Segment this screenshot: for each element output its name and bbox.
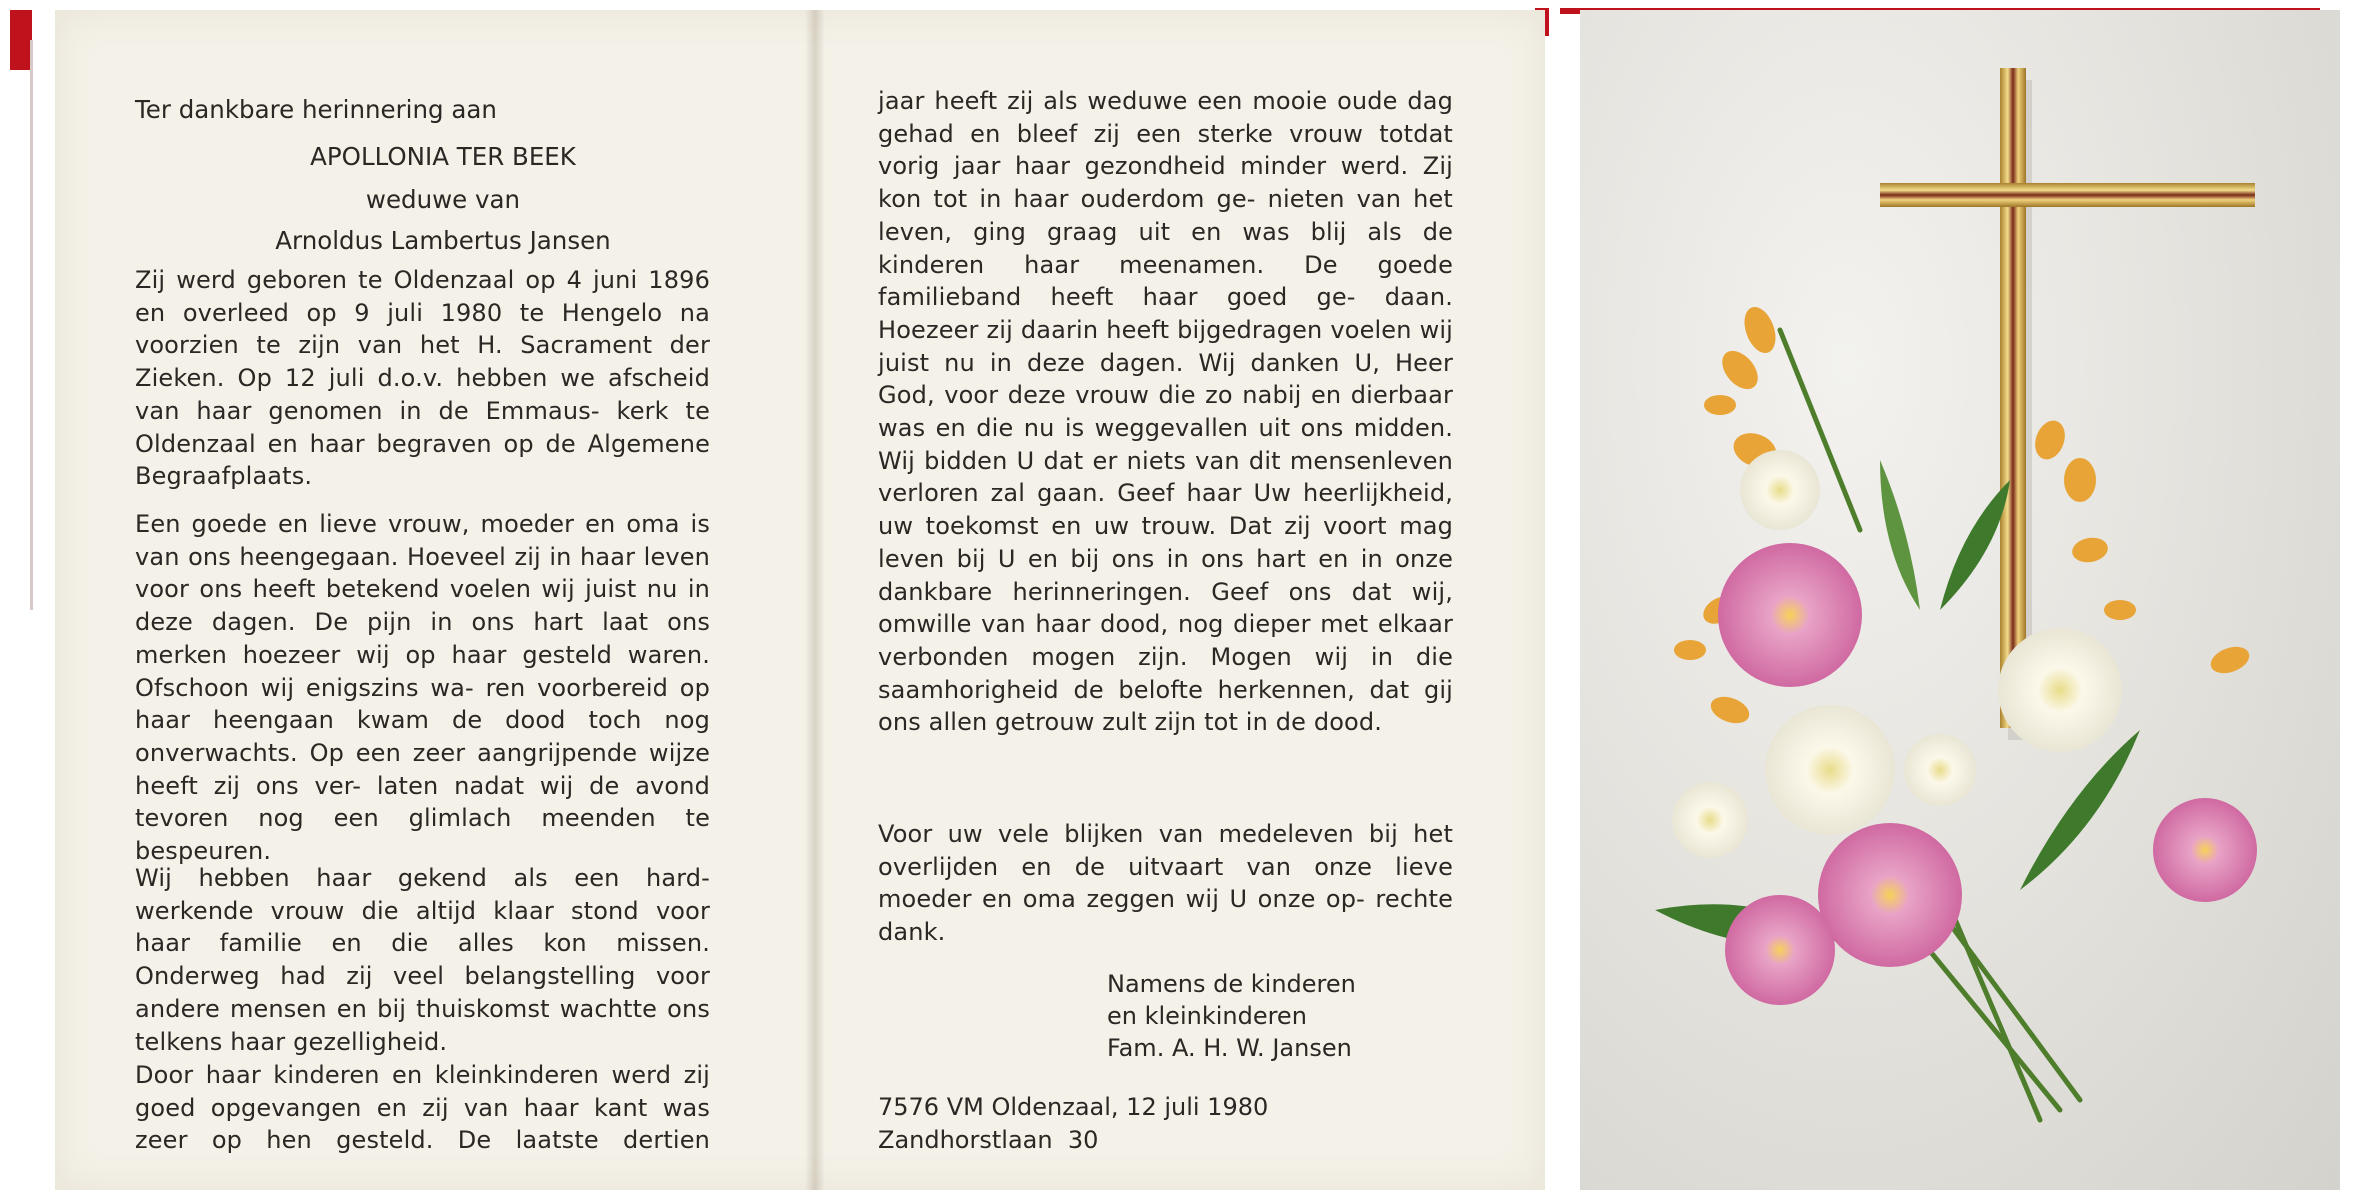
- cross-horizontal-beam: [1880, 183, 2255, 207]
- red-edge-mark-left-thin: [30, 40, 33, 610]
- card-fold-crease: [805, 10, 825, 1190]
- right-paragraph-1: jaar heeft zij als weduwe een mooie oude dag gehad en bleef zij een sterke vrouw totdat vorig jaar haar gezondheid minder werd. Zij kon tot in haar ouderdom ge- nieten van het leven, ging graag uit en was blij als de kinderen haar meenamen. De goede familieband heeft haar goed ge- daan. Hoezeer zij daarin heeft bijgedragen voelen wij juist nu in deze dagen. Wij danken U, Heer God, voor deze vrouw die zo nabij en dierbaar was en die nu is weggevallen uit ons midden. Wij bidden U dat er niets van dit mensenleven verloren zal gaan. Geef haar Uw heerlijkheid, uw toekomst en uw trouw. Dat zij voort mag leven bij U en bij ons in ons hart en in onze dankbare herinneringen. Geef ons dat wij, omwille van haar dood, nog dieper met elkaar verbonden mogen zijn. Mogen wij in die saamhorigheid de belofte herkennen, dat gij ons allen getrouw zult zijn tot in de dood.: [878, 87, 1453, 737]
- address-line-1: 7576 VM Oldenzaal, 12 juli 1980: [878, 1093, 1269, 1121]
- pink-flower: [1718, 543, 1862, 687]
- pink-flower: [1725, 895, 1835, 1005]
- address-line-2: Zandhorstlaan 30: [878, 1126, 1099, 1154]
- spouse-name: Arnoldus Lambertus Jansen: [275, 226, 611, 255]
- signature-line-3: Fam. A. H. W. Jansen: [1107, 1034, 1352, 1062]
- left-paragraph-1: Zij werd geboren te Oldenzaal op 4 juni 1896 en overleed op 9 juli 1980 te Hengelo na voorzien te zijn van het H. Sacrament der Zieken. Op 12 juli d.o.v. hebben we afscheid van haar genomen in de Emmaus- kerk te Oldenzaal en haar begraven op de Algemene Begraafplaats.: [135, 266, 710, 491]
- deceased-name: APOLLONIA TER BEEK: [310, 142, 576, 171]
- cross-vertical-beam: [2000, 68, 2026, 728]
- pink-flower: [2153, 798, 2257, 902]
- red-edge-mark-left: [10, 10, 32, 70]
- relation-line: weduwe van: [365, 185, 521, 214]
- front-cover-photo: [1580, 10, 2340, 1190]
- signature-line-1: Namens de kinderen: [1107, 970, 1356, 998]
- right-paragraph-2: Voor uw vele blijken van medeleven bij het overlijden en de uitvaart van onze lieve moeder en oma zeggen wij U onze op- rechte dank.: [878, 820, 1453, 947]
- left-paragraph-3: Wij hebben haar gekend als een hard- werkende vrouw die altijd klaar stond voor haar familie en die alles kon missen. Onderweg had zij veel belangstelling voor andere mensen en bij thuiskomst wachtte ons telkens haar gezelligheid.: [135, 864, 710, 1056]
- intro-line: Ter dankbare herinnering aan: [135, 95, 497, 124]
- pink-flower: [1818, 823, 1962, 967]
- cross-and-flowers-illustration: [1580, 10, 2340, 1190]
- signature-line-2: en kleinkinderen: [1107, 1002, 1307, 1030]
- left-paragraph-2: Een goede en lieve vrouw, moeder en oma is van ons heengegaan. Hoeveel zij in haar leven voor ons heeft betekend voelen wij juist nu in deze dagen. De pijn in ons hart laat ons merken hoezeer wij op haar gesteld waren. Ofschoon wij enigszins wa- ren voorbereid op haar heengaan kwam de dood toch nog onverwachts. Op een zeer aangrijpende wijze heeft zij ons ver- laten nadat wij de avond tevoren nog een glimlach meenden te bespeuren.: [135, 510, 710, 866]
- left-paragraph-4: Door haar kinderen en kleinkinderen werd zij goed opgevangen en zij van haar kant was zeer op hen gesteld. De laatste dertien: [135, 1061, 710, 1155]
